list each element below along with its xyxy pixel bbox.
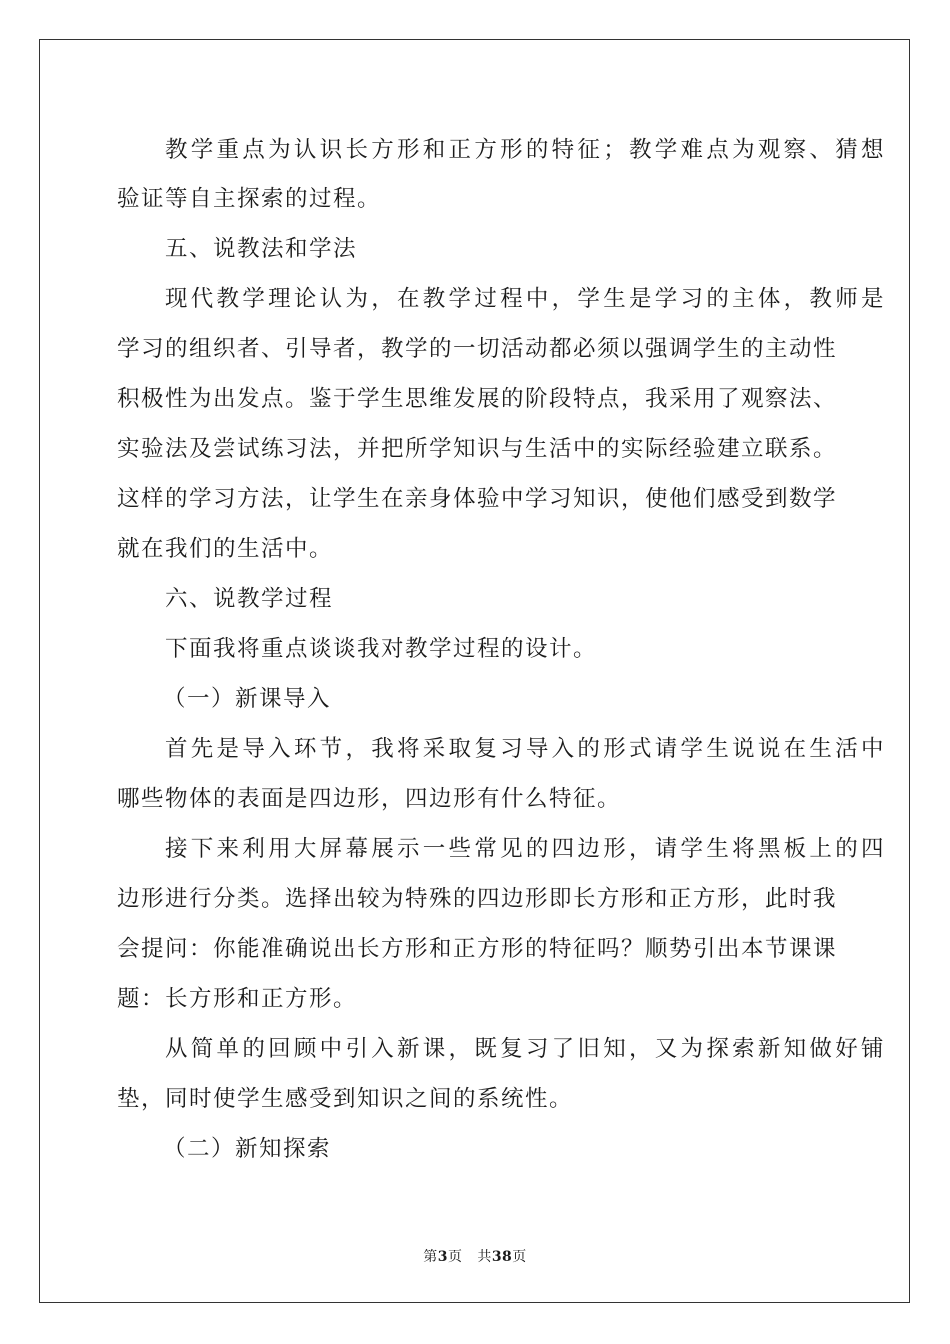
total-prefix: 共 (477, 1249, 492, 1265)
paragraph-line: 就在我们的生活中。 (117, 536, 334, 562)
page-footer (0, 1247, 950, 1267)
subsection-heading: （二）新知探索 (163, 1136, 332, 1162)
paragraph-line: 哪些物体的表面是四边形，四边形有什么特征。 (117, 786, 622, 812)
paragraph-line: 边形进行分类。选择出较为特殊的四边形即长方形和正方形，此时我 (117, 886, 838, 912)
subsection-heading: （一）新课导入 (163, 686, 332, 712)
paragraph-line: 首先是导入环节，我将采取复习导入的形式请学生说说在生活中 (165, 736, 885, 762)
section-heading: 六、说教学过程 (165, 586, 334, 612)
current-page-number: 3 (437, 1249, 448, 1265)
section-heading: 五、说教法和学法 (165, 236, 358, 262)
total-page-count: 38 (491, 1249, 513, 1265)
paragraph-line: 教学重点为认识长方形和正方形的特征；教学难点为观察、猜想 (165, 137, 885, 163)
paragraph-line: 接下来利用大屏幕展示一些常见的四边形，请学生将黑板上的四 (165, 836, 885, 862)
paragraph-line: 下面我将重点谈谈我对教学过程的设计。 (165, 636, 598, 662)
paragraph-line: 积极性为出发点。鉴于学生思维发展的阶段特点，我采用了观察法、 (117, 386, 838, 412)
paragraph-line: 实验法及尝试练习法，并把所学知识与生活中的实际经验建立联系。 (117, 436, 838, 462)
paragraph-line: 学习的组织者、引导者，教学的一切活动都必须以强调学生的主动性 (117, 336, 838, 362)
paragraph-line: 从简单的回顾中引入新课，既复习了旧知，又为探索新知做好铺 (165, 1036, 885, 1062)
paragraph-line: 会提问：你能准确说出长方形和正方形的特征吗？顺势引出本节课课 (117, 936, 838, 962)
page-unit: 页 (447, 1249, 463, 1265)
page-prefix: 第 (423, 1249, 438, 1265)
paragraph-line: 这样的学习方法，让学生在亲身体验中学习知识，使他们感受到数学 (117, 486, 838, 512)
paragraph-line: 现代教学理论认为，在教学过程中，学生是学习的主体，教师是 (165, 286, 885, 312)
paragraph-line: 验证等自主探索的过程。 (117, 186, 382, 212)
total-unit: 页 (512, 1249, 527, 1265)
paragraph-line: 题：长方形和正方形。 (117, 986, 358, 1012)
paragraph-line: 垫，同时使学生感受到知识之间的系统性。 (117, 1086, 574, 1112)
